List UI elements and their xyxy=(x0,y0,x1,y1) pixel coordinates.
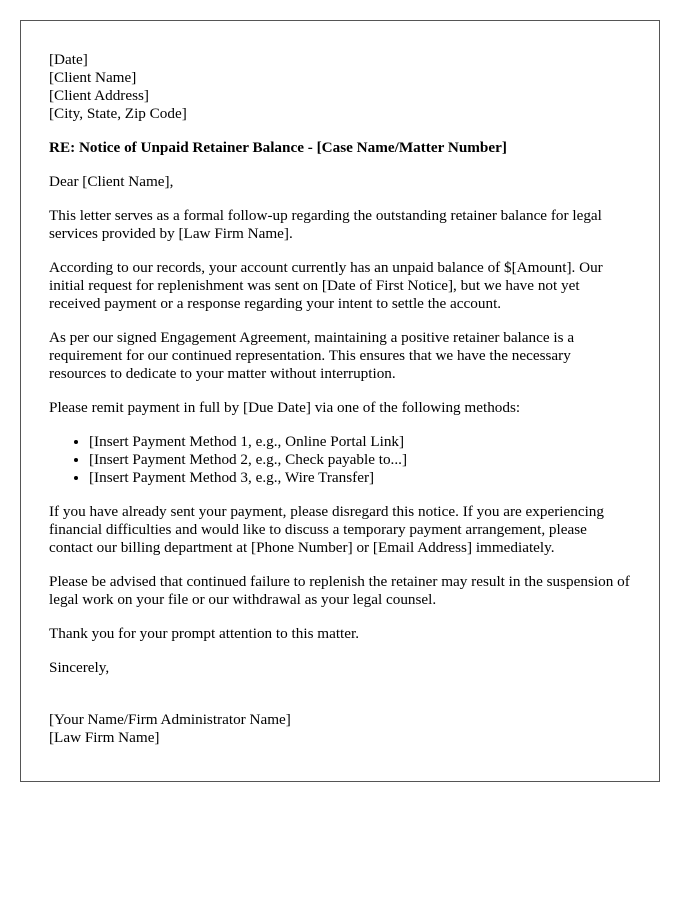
payment-methods-list xyxy=(49,433,631,487)
signer-name: [Your Name/Firm Administrator Name] xyxy=(49,711,291,728)
subject-line: RE: Notice of Unpaid Retainer Balance - [Case Name/Matter Number] xyxy=(49,139,507,156)
paragraph-agreement: As per our signed Engagement Agreement, maintaining a positive retainer balance is a requirement for our continued representation. This ensures that we have the necessary resources to dedicate to your matter without interruption. xyxy=(49,329,575,382)
recipient-address-block xyxy=(49,51,631,123)
client-address: [Client Address] xyxy=(49,87,149,104)
sign-off: Sincerely, xyxy=(49,659,110,676)
payment-method-item: • [Insert Payment Method 1, e.g., Online Portal Link] xyxy=(89,433,631,451)
signature-space xyxy=(49,677,631,695)
salutation: Dear [Client Name], xyxy=(49,173,174,190)
paragraph-intro: This letter serves as a formal follow-up regarding the outstanding retainer balance for legal services provided by [Law Firm Name]. xyxy=(49,207,602,242)
signer-firm: [Law Firm Name] xyxy=(49,729,160,746)
paragraph-thanks: Thank you for your prompt attention to this matter. xyxy=(49,625,360,642)
letter-page xyxy=(20,20,660,782)
paragraph-balance: According to our records, your account currently has an unpaid balance of $[Amount]. Our initial request for replenishment was sent on [Date of First Notice], but we have not yet received payment or a response regarding your intent to settle the account. xyxy=(49,259,603,312)
client-city-state-zip: [City, State, Zip Code] xyxy=(49,105,187,122)
letter-date: [Date] xyxy=(49,51,88,68)
payment-method-item: • [Insert Payment Method 2, e.g., Check payable to...] xyxy=(89,451,631,469)
paragraph-warning: Please be advised that continued failure to replenish the retainer may result in the suspension of legal work on your file or our withdrawal as your legal counsel. xyxy=(49,573,630,608)
paragraph-remit: Please remit payment in full by [Due Date] via one of the following methods: xyxy=(49,399,521,416)
client-name: [Client Name] xyxy=(49,69,137,86)
paragraph-already-paid: If you have already sent your payment, please disregard this notice. If you are experiencing financial difficulties and would like to discuss a temporary payment arrangement, please contact our billing department at [Phone Number] or [Email Address] immediately. xyxy=(49,503,604,556)
signature-block xyxy=(49,711,631,747)
payment-method-item: • [Insert Payment Method 3, e.g., Wire Transfer] xyxy=(89,469,631,487)
